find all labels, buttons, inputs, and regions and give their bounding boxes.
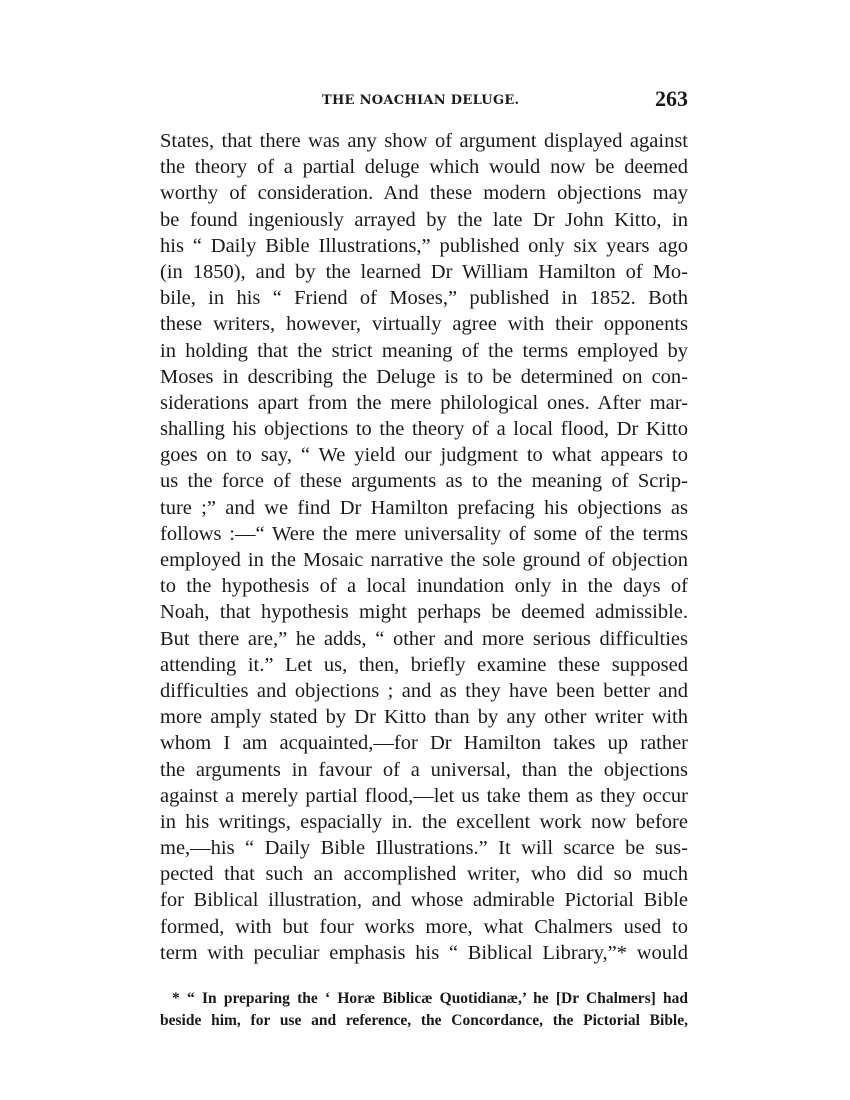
text-line: against a merely partial flood,—let us take them as they occur — [160, 784, 688, 807]
text-line: in his writings, espacially in. the excellent work now before — [160, 810, 688, 833]
text-line: follows :—“ Were the mere universality of some of the terms — [160, 522, 688, 545]
text-line: formed, with but four works more, what Chalmers used to — [160, 915, 688, 938]
page-number: 263 — [655, 86, 688, 111]
text-line: Moses in describing the Deluge is to be determined on con- — [160, 365, 688, 388]
text-line: pected that such an accomplished writer, who did so much — [160, 863, 688, 886]
footnote — [160, 988, 688, 1032]
text-line: these writers, however, virtually agree with their opponents — [160, 313, 688, 336]
running-title: THE NOACHIAN DELUGE. — [322, 93, 520, 108]
text-line: difficulties and objections ; and as they have been better and — [160, 679, 688, 702]
text-line: attending it.” Let us, then, briefly examine these supposed — [160, 653, 688, 676]
text-line: goes on to say, “ We yield our judgment to what appears to — [160, 444, 688, 467]
text-line: Noah, that hypothesis might perhaps be deemed admissible. — [160, 601, 688, 624]
text-line: us the force of these arguments as to the meaning of Scrip- — [160, 470, 688, 493]
text-line: for Biblical illustration, and whose admirable Pictorial Bible — [160, 889, 688, 912]
text-line: be found ingeniously arrayed by the late Dr John Kitto, in — [160, 208, 688, 231]
text-line: employed in the Mosaic narrative the sole ground of objection — [160, 549, 688, 571]
text-line: in holding that the strict meaning of the terms employed by — [160, 339, 688, 362]
text-line: whom I am acquainted,—for Dr Hamilton takes up rather — [160, 732, 688, 755]
text-line: the arguments in favour of a universal, than the objections — [160, 758, 688, 781]
text-line: But there are,” he adds, “ other and more serious difficulties — [160, 627, 688, 650]
text-line: his “ Daily Bible Illustrations,” published only six years ago — [160, 234, 688, 257]
body-text — [160, 128, 688, 966]
text-line: worthy of consideration. And these modern objections may — [160, 182, 688, 205]
text-line: (in 1850), and by the learned Dr William Hamilton of Mo- — [160, 260, 688, 283]
text-line: term with peculiar emphasis his “ Biblical Library,”* would — [160, 941, 688, 964]
footnote-line: beside him, for use and reference, the Concordance, the Pictorial Bible, — [160, 1012, 688, 1029]
running-head — [160, 86, 688, 116]
footnote-line: * “ In preparing the ‘ Horæ Biblicæ Quotidianæ,’ he [Dr Chalmers] had — [172, 990, 688, 1007]
text-line: States, that there was any show of argument displayed against — [160, 130, 688, 152]
text-line: bile, in his “ Friend of Moses,” published in 1852. Both — [160, 287, 688, 310]
text-line: siderations apart from the mere philological ones. After mar- — [160, 391, 688, 414]
text-line: shalling his objections to the theory of a local flood, Dr Kitto — [160, 418, 688, 441]
text-line: to the hypothesis of a local inundation only in the days of — [160, 575, 688, 598]
text-line: ture ;” and we find Dr Hamilton prefacing his objections as — [160, 496, 688, 519]
text-line: the theory of a partial deluge which would now be deemed — [160, 156, 688, 179]
text-line: me,—his “ Daily Bible Illustrations.” It will scarce be sus- — [160, 837, 688, 860]
text-line: more amply stated by Dr Kitto than by any other writer with — [160, 706, 688, 729]
